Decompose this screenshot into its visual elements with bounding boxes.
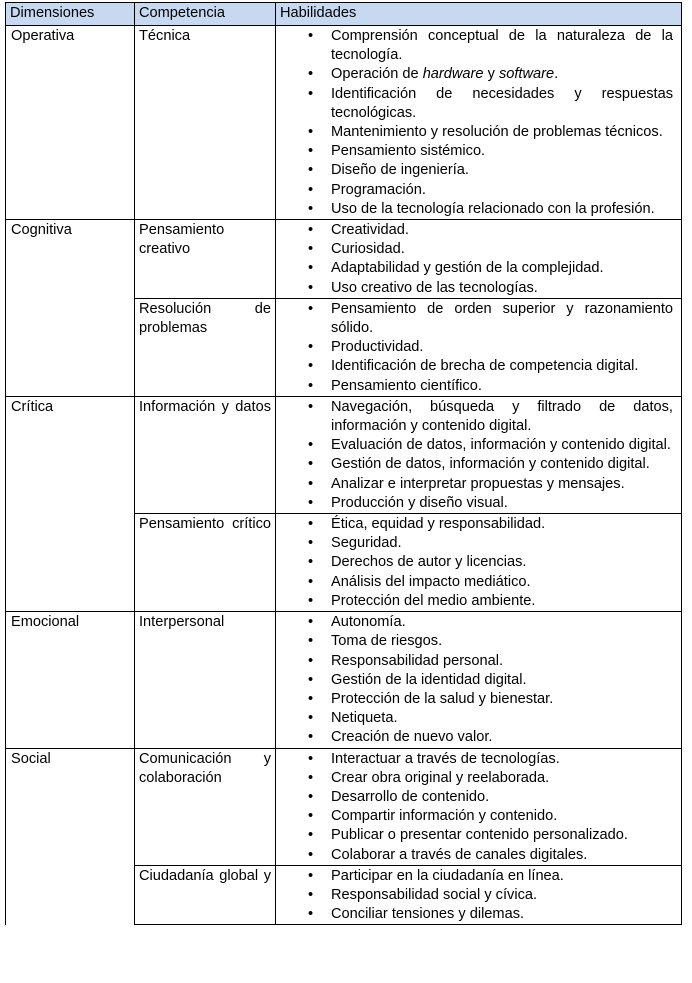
bullet-icon: • [308,300,314,317]
skill-item [280,553,673,572]
dimension-cell: Operativa [6,26,135,220]
skill-text: Identificación de necesidades y respuestas tecnológicas. [331,85,673,121]
skill-item [280,709,673,728]
skills-list [280,514,677,611]
skill-text: Conciliar tensiones y dilemas. [331,906,525,923]
skills-list [280,866,677,925]
skill-text: Evaluación de datos, información y contenido digital. [331,437,671,454]
bullet-icon: • [308,162,314,179]
skills-cell [276,612,682,748]
dimension-cell: Emocional [6,612,135,748]
competency-cell: Ciudadanía global y [135,865,276,925]
bullet-icon: • [308,494,314,511]
header-habilidades: Habilidades [276,3,682,26]
skill-text: Colaborar a través de canales digitales. [331,846,588,863]
bullet-icon: • [308,652,314,669]
bullet-icon: • [308,516,314,533]
skill-text: Toma de riesgos. [331,633,443,650]
skill-text: Desarrollo de contenido. [331,788,490,805]
skill-text: Producción y diseño visual. [331,494,508,511]
skill-item [280,85,673,123]
bullet-icon: • [308,867,314,884]
header-row [6,3,682,26]
bullet-icon: • [308,456,314,473]
header-competencia: Competencia [135,3,276,26]
competency-cell: Pensamiento creativo [135,220,276,299]
skill-text: Adaptabilidad y gestión de la complejidad. [331,260,604,277]
skill-item [280,592,673,611]
skill-item [280,613,673,632]
competency-cell: Técnica [135,26,276,220]
skill-text: Curiosidad. [331,241,405,258]
skill-item [280,200,673,219]
skills-cell [276,26,682,220]
bullet-icon: • [308,573,314,590]
skill-text: Interactuar a través de tecnologías. [331,750,560,767]
bullet-icon: • [308,339,314,356]
skill-item [280,455,673,474]
skill-item [280,338,673,357]
skill-text: Uso creativo de las tecnologías. [331,279,538,296]
skill-item [280,690,673,709]
skill-item [280,221,673,240]
bullet-icon: • [308,554,314,571]
table-row [6,220,682,299]
skill-text: Uso de la tecnología relacionado con la profesión. [331,200,655,217]
skill-item [280,279,673,298]
skills-list [280,26,677,219]
skill-item [280,788,673,807]
skill-item [280,750,673,769]
bullet-icon: • [308,827,314,844]
skill-item [280,398,673,436]
skill-text: Gestión de datos, información y contenido digital. [331,456,650,473]
bullet-icon: • [308,398,314,415]
bullet-icon: • [308,181,314,198]
skill-item [280,27,673,65]
table-row [6,396,682,513]
skill-item [280,123,673,142]
header-dimensiones: Dimensiones [6,3,135,26]
skill-text: Programación. [331,181,426,198]
bullet-icon: • [308,750,314,767]
skill-text: Netiqueta. [331,710,398,727]
skill-text: Autonomía. [331,614,406,631]
bullet-icon: • [308,592,314,609]
bullet-icon: • [308,200,314,217]
skill-text: Análisis del impacto mediático. [331,573,531,590]
bullet-icon: • [308,614,314,631]
skills-cell [276,220,682,299]
table-row [6,748,682,865]
skill-item [280,826,673,845]
skill-text: Comprensión conceptual de la naturaleza de la tecnología. [331,28,673,64]
skill-item [280,886,673,905]
bullet-icon: • [308,279,314,296]
skill-text: Compartir información y contenido. [331,808,558,825]
skill-item [280,181,673,200]
skill-text: Creatividad. [331,222,409,239]
skill-item [280,475,673,494]
skill-text: Gestión de la identidad digital. [331,671,527,688]
skill-text: Pensamiento científico. [331,377,482,394]
skills-cell [276,514,682,612]
table-row [6,26,682,220]
skill-item [280,515,673,534]
skills-cell [276,298,682,396]
bullet-icon: • [308,906,314,923]
skill-text: Protección del medio ambiente. [331,592,536,609]
skill-text: Crear obra original y reelaborada. [331,769,550,786]
skill-item [280,671,673,690]
competency-cell: Interpersonal [135,612,276,748]
skill-text: Derechos de autor y licencias. [331,554,527,571]
skill-text: Pensamiento sistémico. [331,143,486,160]
table-row [6,612,682,748]
dimension-cell: Crítica [6,396,135,611]
bullet-icon: • [308,437,314,454]
bullet-icon: • [308,143,314,160]
skill-item [280,652,673,671]
skill-text: Mantenimiento y resolución de problemas técnicos. [331,124,663,141]
skills-list [280,749,677,865]
skill-text: Navegación, búsqueda y filtrado de datos, información y contenido digital. [331,398,673,435]
skill-text: Responsabilidad social y cívica. [331,886,538,903]
bullet-icon: • [308,690,314,707]
skill-text: Protección de la salud y bienestar. [331,690,554,707]
skill-item [280,240,673,259]
skill-text: Pensamiento de orden superior y razonamiento sólido. [331,300,673,337]
skill-text: Diseño de ingeniería. [331,162,469,179]
skills-list [280,220,677,298]
skills-list [280,397,677,513]
skill-item [280,728,673,747]
skills-list [280,299,677,396]
skill-text: Seguridad. [331,535,402,552]
bullet-icon: • [308,769,314,786]
skill-text: Creación de nuevo valor. [331,729,493,746]
skill-text: Operación de hardware y software. [331,66,559,83]
skill-text: Responsabilidad personal. [331,652,503,669]
competency-cell: Resolución de problemas [135,298,276,396]
bullet-icon: • [308,241,314,258]
skill-text: Analizar e interpretar propuestas y mensajes. [331,475,625,492]
skill-item [280,142,673,161]
skill-item [280,573,673,592]
bullet-icon: • [308,377,314,394]
skill-text: Identificación de brecha de competencia digital. [331,358,639,375]
skill-item [280,807,673,826]
bullet-icon: • [308,729,314,746]
bullet-icon: • [308,358,314,375]
bullet-icon: • [308,846,314,863]
skill-item [280,846,673,865]
bullet-icon: • [308,475,314,492]
dimension-cell: Social [6,748,135,925]
skill-item [280,357,673,376]
dimension-cell: Cognitiva [6,220,135,397]
bullet-icon: • [308,808,314,825]
bullet-icon: • [308,633,314,650]
competencies-table [5,2,682,925]
skill-text: Publicar o presentar contenido personalizado. [331,827,628,844]
skill-item [280,300,673,338]
bullet-icon: • [308,886,314,903]
skill-item [280,259,673,278]
skill-item [280,494,673,513]
skill-item [280,436,673,455]
skills-list [280,612,677,747]
skill-item [280,632,673,651]
bullet-icon: • [308,222,314,239]
document [5,2,681,925]
skill-text: Ética, equidad y responsabilidad. [331,516,546,533]
skill-item [280,769,673,788]
skill-item [280,905,673,924]
skill-item [280,377,673,396]
bullet-icon: • [308,535,314,552]
bullet-icon: • [308,85,314,102]
skill-item [280,534,673,553]
competency-cell: Información y datos [135,396,276,513]
bullet-icon: • [308,124,314,141]
bullet-icon: • [308,788,314,805]
bullet-icon: • [308,710,314,727]
bullet-icon: • [308,260,314,277]
skills-cell [276,396,682,513]
bullet-icon: • [308,671,314,688]
skill-text: Productividad. [331,339,424,356]
skill-item [280,65,673,84]
bullet-icon: • [308,28,314,44]
skill-text: Participar en la ciudadanía en línea. [331,867,564,884]
competency-cell: Comunicación y colaboración [135,748,276,865]
competency-cell: Pensamiento crítico [135,514,276,612]
skills-cell [276,865,682,925]
bullet-icon: • [308,66,314,83]
skill-item [280,161,673,180]
skill-item [280,867,673,886]
skills-cell [276,748,682,865]
